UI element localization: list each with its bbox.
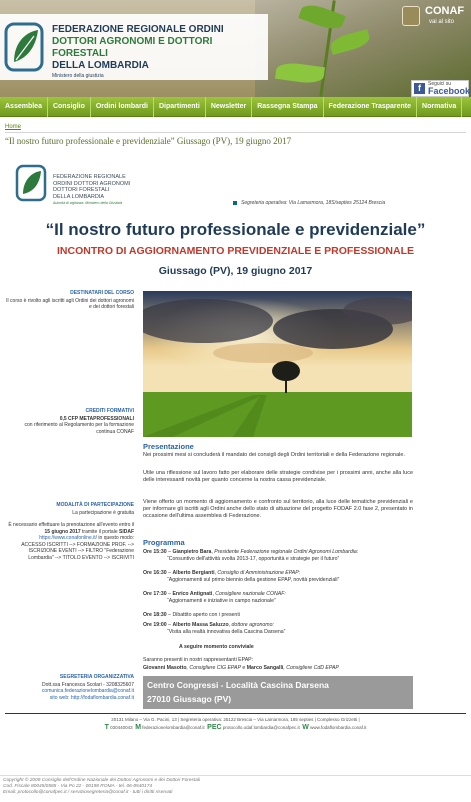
- flyer-pec[interactable]: protocollo.odaf.lombardia@conafpec.it: [222, 725, 300, 730]
- pec-icon: PEC: [207, 724, 222, 731]
- crediti-value: 0,5 CFP METAPROFESSIONALI: [59, 415, 134, 422]
- event-headline: “Il nostro futuro professionale e previdenziale”: [45, 220, 426, 239]
- program-time: Ore 19:00: [143, 622, 167, 628]
- segreteria-name: Dott.ssa Francesca Scolari - 3208325607: [42, 681, 134, 688]
- crediti-text: con riferimento al Regolamento per la formazione continua CONAF: [24, 422, 134, 435]
- flyer-web[interactable]: www.fodaflombardia.conaf.it: [310, 725, 367, 730]
- breadcrumb-home[interactable]: Home: [5, 124, 22, 130]
- page-footer: [3, 778, 200, 796]
- modalita-sidaf: SIDAF: [119, 528, 134, 535]
- presentazione-p3: Viene offerto un momento di aggiornamento e confronto sul territorio, alla luce delle tematiche previdenziali e per informare gli iscritti agli Ordini anche dello stato di attuazione del progetto FODAF 2.0 fase 2, presentato in occasione dell'ultima assemblea di Federazione.: [143, 499, 413, 519]
- divider: [0, 775, 471, 776]
- destinatari-title: DESTINATARI DEL CORSO: [70, 290, 134, 296]
- event-place-date: Giussago (PV), 19 giugno 2017: [158, 265, 313, 277]
- modalita-how: in questo modo:: [97, 535, 134, 541]
- org-name-line3: DELLA LOMBARDIA: [52, 60, 149, 71]
- square-bullet-icon: [233, 201, 237, 205]
- flyer-logo: [15, 160, 145, 208]
- program-role: Presidente Federazione regionale Ordini Agronomi Lombardia:: [214, 549, 359, 555]
- main-nav: [0, 97, 471, 117]
- phone-icon: T: [104, 724, 109, 731]
- site-logo[interactable]: [0, 14, 268, 80]
- flyer-logo-line1: FEDERAZIONE REGIONALE: [53, 174, 126, 180]
- present-list: [143, 665, 418, 672]
- leaf-logo-icon: [15, 162, 49, 204]
- segreteria-block: [5, 674, 134, 701]
- org-ministry: Ministero della giustizia: [52, 73, 104, 79]
- flyer-footer-contacts: [5, 724, 466, 732]
- presentazione-title: Presentazione: [143, 442, 194, 451]
- event-subheadline: INCONTRO DI AGGIORNAMENTO PREVIDENZIALE E PROFESSIONALE: [56, 245, 415, 257]
- mail-icon: M: [135, 724, 142, 731]
- org-name-line2: DOTTORI AGRONOMI E DOTTORI FORESTALI: [52, 36, 213, 59]
- present-intro: Saranno presenti in nostri rappresentanti EPAP:: [143, 657, 254, 663]
- program-time: Ore 17:30: [143, 591, 167, 597]
- program-speaker: Gianpietro Bara: [172, 549, 212, 555]
- divider: [5, 713, 466, 714]
- footer-fiscal: Cod. Fiscale 80045/0585 - Via Po 22 - 00198 ROMA - tel. 06-8540174: [3, 784, 153, 789]
- event-flyer: [5, 160, 466, 745]
- program-role: Consigliere nazionale CONAF:: [215, 591, 286, 597]
- program-item: Ore 16:30 – Alberto Bergianti, Consiglio di Amministrazione EPAP: “Aggiornamenti sul primo biennio della gestione EPAP, novità previdenziali”: [143, 570, 418, 584]
- program-topic: “Aggiornamenti sul primo biennio della gestione EPAP, novità previdenziali”: [167, 576, 340, 583]
- footer-copyright: Copyright © 2009 Consiglio dell'Ordine Nazionale dei Dottori Agronomi e dei Dottori Forestali: [3, 778, 201, 783]
- destinatari-text: Il corso è rivolto agli iscritti agli Ordini dei dottori agronomi e dei dottori forestali: [6, 297, 134, 310]
- crediti-block: [5, 408, 134, 435]
- program-speaker: Enrico Antignati: [172, 591, 213, 597]
- program-item: Ore 15:30 – Gianpietro Bara, Presidente Federazione regionale Ordini Agronomi Lombardia: “Consuntivo dell'attività svolta 2013-17, opportunità e strategie per il futuro”: [143, 549, 418, 563]
- modalita-block: [5, 502, 134, 561]
- program-item: Ore 18:30 – Dibattito aperto con i presenti: [143, 612, 240, 618]
- program-item: Ore 19:00 – Alberto Massa Saluzzo, dottore agronomo: “Visita alla realtà innovativa della Cascina Darsena”: [143, 622, 418, 636]
- program-item: Ore 17:30 – Enrico Antignati, Consigliere nazionale CONAF: “Aggiornamenti e iniziative in campo nazionale”: [143, 591, 418, 605]
- convivial-note: A seguire momento conviviale: [179, 644, 254, 650]
- venue-line1: Centro Congressi - Località Cascina Darsena: [147, 680, 329, 690]
- nav-item-assemblea[interactable]: Assemblea: [0, 97, 48, 117]
- nav-item-normativa[interactable]: Normativa: [417, 97, 462, 117]
- conaf-link[interactable]: [398, 4, 471, 30]
- flyer-logo-authority: Autorità di vigilanza: Ministero della Giustizia: [53, 201, 123, 205]
- present-role: , Consigliere CdD EPAP: [283, 665, 339, 671]
- segreteria-site-link[interactable]: sito web: http://fodaflombardia.conaf.it: [49, 694, 134, 701]
- program-speaker: Alberto Massa Saluzzo: [172, 622, 229, 628]
- facebook-follow-text: Seguici su: [428, 81, 452, 87]
- venue-box: [143, 676, 413, 709]
- flyer-footer-address: 20131 Milano – Via G. Pacini, 13 | Segreteria operativa: 25122 Brescia – Via Lamarmora, 185 septies | Complesso Grizzetti |: [111, 717, 360, 722]
- programma-title: Programma: [143, 538, 185, 547]
- nav-item-rassegna-stampa[interactable]: Rassegna Stampa: [252, 97, 323, 117]
- flyer-footer: [5, 716, 466, 732]
- flyer-address: [233, 200, 385, 206]
- site-header: [0, 0, 471, 97]
- present-name: Giovanni Masotto: [143, 665, 187, 671]
- flyer-phone: 030440043: [110, 725, 133, 730]
- program-role: dottore agronomo:: [231, 622, 274, 628]
- present-name: Marco Sangalli: [246, 665, 284, 671]
- modalita-booking: [5, 522, 134, 542]
- program-speaker: Alberto Bergianti: [172, 570, 215, 576]
- nav-item-newsletter[interactable]: Newsletter: [206, 97, 252, 117]
- segreteria-email-link[interactable]: comunica.federazionelombardia@conaf.it: [41, 688, 134, 694]
- facebook-button[interactable]: [411, 80, 469, 97]
- flyer-logo-line3: DOTTORI FORESTALI: [53, 187, 110, 193]
- modalita-steps: ACCESSO ISCRITTI --> FORMAZIONE PROF. --> ISCRIZIONE EVENTI --> FILTRO "Federazione Lombardia" --> TITOLO EVENTO --> ISCRIVITI: [21, 541, 134, 561]
- destinatari-block: [5, 290, 134, 311]
- nav-item-consiglio[interactable]: Consiglio: [48, 97, 91, 117]
- venue-line2: 27010 Giussago (PV): [147, 694, 232, 704]
- nav-item-federazione-trasparente[interactable]: Federazione Trasparente: [324, 97, 417, 117]
- flyer-logo-line2: ORDINI DOTTORI AGRONOMI: [53, 180, 131, 187]
- page-title: “Il nostro futuro professionale e previdenziale” Giussago (PV), 19 giugno 2017: [5, 136, 292, 146]
- modalita-free: La partecipazione è gratuita: [72, 509, 134, 516]
- italian-emblem-icon: [402, 6, 420, 26]
- conaf-name: CONAF: [425, 5, 465, 17]
- modalita-deadline: 15 giugno 2017: [44, 528, 81, 535]
- conafonline-link[interactable]: https://www.conafonline.it/: [39, 535, 98, 541]
- modalita-portal-text: tramite il portale: [80, 528, 119, 535]
- web-icon: W: [302, 724, 309, 731]
- crediti-title: CREDITI FORMATIVI: [85, 408, 134, 414]
- footer-email: Email: protocollo@conafpec.it / serviziosegreteria@conaf.it - tutti i diritti riservati: [3, 790, 173, 795]
- modalita-title: MODALITÀ DI PARTECIPAZIONE: [56, 502, 134, 508]
- org-name-line1: FEDERAZIONE REGIONALE ORDINI: [52, 24, 224, 35]
- flyer-address-text: Segreteria operativa: Via Lamarmora, 18S/septies 25124 Brescia: [241, 200, 386, 206]
- program-time: Ore 15:30: [143, 549, 167, 555]
- presentazione-p2: Utile una riflessione sul lavoro fatto per elaborare delle strategie condivise per i prossimi anni, anche alla luce delle interessanti novità per quanto concerne la nostra cassa previdenziale.: [143, 470, 413, 483]
- nav-item-ordini-lombardi[interactable]: Ordini lombardi: [91, 97, 154, 117]
- flyer-email[interactable]: federazionelombardia@conaf.it: [142, 725, 205, 730]
- leaf-logo-icon: [4, 18, 46, 76]
- program-time: Ore 18:30: [143, 612, 167, 618]
- program-topic: “Consuntivo dell'attività svolta 2013-17, opportunità e strategie per il futuro”: [167, 555, 340, 562]
- conaf-sub: vai al sito: [429, 19, 455, 25]
- landscape-photo: [143, 291, 412, 437]
- program-topic: Dibattito aperto con i presenti: [172, 612, 240, 618]
- program-time: Ore 16:30: [143, 570, 167, 576]
- flyer-logo-line4: DELLA LOMBARDIA: [53, 193, 105, 200]
- present-and: e: [240, 665, 247, 671]
- program-role: Consiglio di Amministrazione EPAP:: [217, 570, 301, 576]
- present-role: , Consigliere CIG EPAP: [186, 665, 241, 671]
- nav-item-dipartimenti[interactable]: Dipartimenti: [154, 97, 206, 117]
- facebook-icon: f: [414, 83, 425, 94]
- modalita-booking-text: È necessario effettuare la prenotazione all'evento entro il: [8, 522, 134, 528]
- facebook-label: Facebook: [428, 86, 471, 96]
- segreteria-title: SEGRETERIA ORGANIZZATIVA: [59, 674, 134, 680]
- program-topic: “Aggiornamenti e iniziative in campo nazionale”: [167, 597, 276, 604]
- divider: [5, 132, 466, 133]
- program-topic: “Visita alla realtà innovativa della Cascina Darsena”: [167, 628, 286, 635]
- presentazione-p1: Nei prossimi mesi si concluderà il mandato dei consigli degli Ordini territoriali e della Federazione regionale.: [143, 452, 405, 458]
